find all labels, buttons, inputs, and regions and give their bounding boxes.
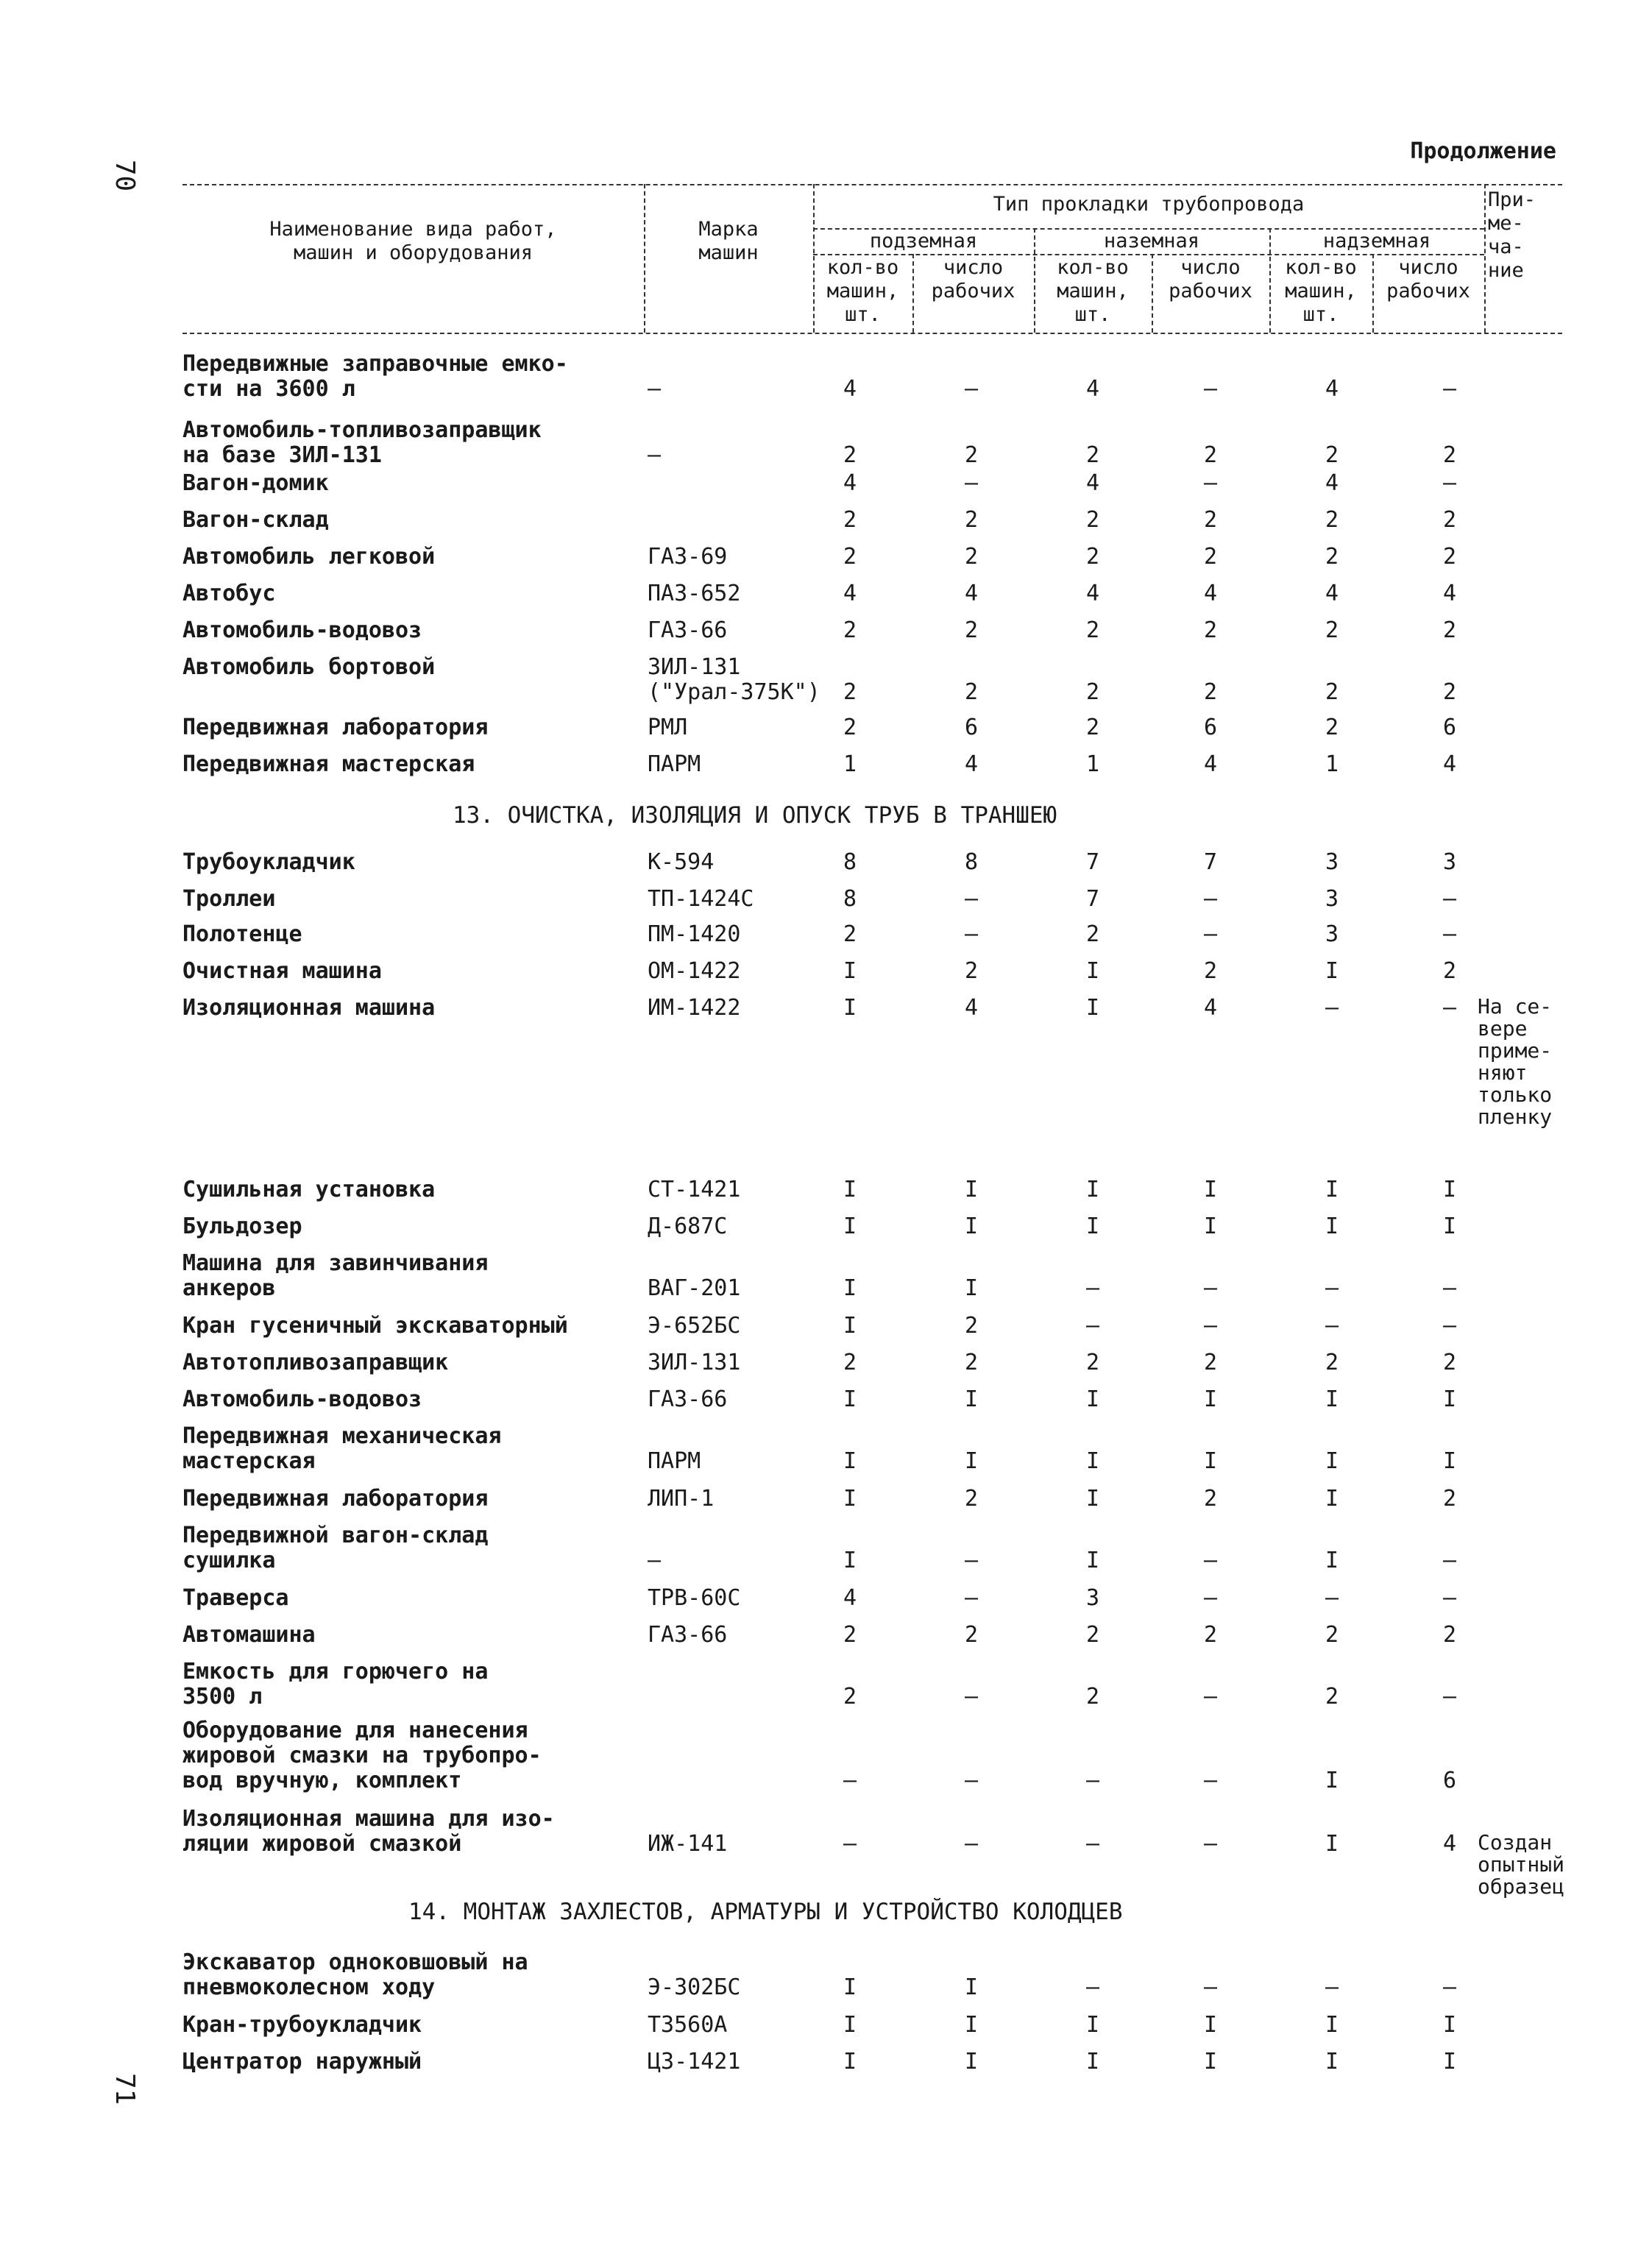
row-value: 2 <box>1085 507 1100 533</box>
row-value: – <box>1442 1313 1457 1339</box>
row-value: 4 <box>1325 376 1339 402</box>
row-value: I <box>1085 2049 1100 2075</box>
row-value: 6 <box>1442 715 1457 740</box>
row-value: 4 <box>1085 581 1100 606</box>
row-value: 3 <box>1325 886 1339 912</box>
row-value: – <box>964 1684 979 1710</box>
group-above: надземная <box>1322 230 1431 252</box>
row-brand: Т3560А <box>648 2012 728 2038</box>
row-brand: ПМ-1420 <box>648 921 741 947</box>
row-value: – <box>1085 1275 1100 1301</box>
row-brand: ГАЗ-66 <box>648 617 728 643</box>
row-value: – <box>1325 995 1339 1021</box>
row-value: 2 <box>843 1350 857 1375</box>
row-value: 2 <box>1442 958 1457 984</box>
row-name: Очистная машина <box>182 958 382 984</box>
row-value: 2 <box>1325 507 1339 533</box>
row-value: 2 <box>1442 507 1457 533</box>
row-name: Передвижной вагон-склад сушилка <box>182 1523 489 1573</box>
row-value: I <box>1085 2012 1100 2038</box>
row-value: 2 <box>1442 617 1457 643</box>
row-value: – <box>1325 1585 1339 1611</box>
row-value: 2 <box>964 1486 979 1512</box>
row-value: 3 <box>1085 1585 1100 1611</box>
row-value: – <box>843 1831 857 1857</box>
row-name: Изоляционная машина для изо- ляции жировой смазкой <box>182 1806 555 1857</box>
row-value: 4 <box>1203 581 1218 606</box>
row-brand: – <box>648 442 662 468</box>
row-brand: ВАГ-201 <box>648 1275 741 1301</box>
row-value: 2 <box>964 1622 979 1648</box>
row-value: I <box>1325 1386 1339 1412</box>
row-value: I <box>964 2049 979 2075</box>
row-name: Машина для завинчивания анкеров <box>182 1250 489 1301</box>
row-value: – <box>964 1548 979 1573</box>
row-value: I <box>1442 2049 1457 2075</box>
row-name: Троллеи <box>182 886 276 912</box>
row-brand: ПАРМ <box>648 751 701 777</box>
row-value: 2 <box>1085 1684 1100 1710</box>
row-value: 4 <box>843 581 857 606</box>
row-value: I <box>964 1974 979 2000</box>
row-value: 2 <box>1325 1350 1339 1375</box>
section-title-13: 13. ОЧИСТКА, ИЗОЛЯЦИЯ И ОПУСК ТРУБ В ТРАНШЕЮ <box>453 802 1057 829</box>
row-value: – <box>1203 921 1218 947</box>
row-value: – <box>1442 921 1457 947</box>
page-number-top: 70 <box>110 159 141 192</box>
row-value: I <box>964 1177 979 1202</box>
row-value: 2 <box>1203 958 1218 984</box>
row-brand: ТРВ-60С <box>648 1585 741 1611</box>
row-value: 7 <box>1085 849 1100 875</box>
row-value: 3 <box>1442 849 1457 875</box>
row-value: 8 <box>843 849 857 875</box>
row-value: – <box>1442 1548 1457 1573</box>
header-name: Наименование вида работ, машин и оборудования <box>269 218 557 264</box>
row-value: I <box>964 1386 979 1412</box>
row-value: 2 <box>964 1350 979 1375</box>
row-value: I <box>1325 2049 1339 2075</box>
row-value: I <box>1325 1768 1339 1793</box>
row-value: I <box>964 1275 979 1301</box>
row-value: I <box>1085 1548 1100 1573</box>
row-value: I <box>1085 1177 1100 1202</box>
sub-workers-2: число рабочих <box>1169 256 1252 302</box>
row-name: Автобус <box>182 581 276 606</box>
row-name: Автомобиль легковой <box>182 544 436 570</box>
row-value: – <box>964 886 979 912</box>
row-value: 2 <box>843 507 857 533</box>
row-value: 2 <box>964 442 979 468</box>
row-value: 4 <box>1203 995 1218 1021</box>
row-value: 7 <box>1203 849 1218 875</box>
row-value: 3 <box>1325 921 1339 947</box>
header-type: Тип прокладки трубопровода <box>993 193 1305 216</box>
row-value: 3 <box>1325 849 1339 875</box>
row-value: – <box>1442 376 1457 402</box>
row-name: Центратор наружный <box>182 2049 422 2075</box>
row-brand: ЦЗ-1421 <box>648 2049 741 2075</box>
row-value: I <box>843 1386 857 1412</box>
row-name: Сушильная установка <box>182 1177 436 1202</box>
row-value: I <box>843 2049 857 2075</box>
row-value: 2 <box>1203 1486 1218 1512</box>
row-value: I <box>1203 1214 1218 1239</box>
row-value: I <box>1442 1448 1457 1474</box>
row-value: 2 <box>1085 544 1100 570</box>
page-number-bottom: 71 <box>110 2072 141 2105</box>
row-value: I <box>1325 1548 1339 1573</box>
row-value: – <box>1442 1275 1457 1301</box>
row-value: 4 <box>1325 581 1339 606</box>
row-value: – <box>1085 1974 1100 2000</box>
row-value: 2 <box>1203 1350 1218 1375</box>
row-brand: ПАЗ-652 <box>648 581 741 606</box>
row-value: – <box>964 470 979 496</box>
row-value: 8 <box>964 849 979 875</box>
row-value: I <box>1203 1386 1218 1412</box>
row-value: – <box>1203 1684 1218 1710</box>
row-brand: ГАЗ-66 <box>648 1622 728 1648</box>
sub-workers-3: число рабочих <box>1386 256 1470 302</box>
row-brand: ЗИЛ-131 <box>648 1350 741 1375</box>
row-value: 2 <box>964 617 979 643</box>
row-value: 2 <box>1442 1486 1457 1512</box>
row-value: 4 <box>843 1585 857 1611</box>
row-name: Экскаватор одноковшовый на пневмоколесном ходу <box>182 1949 528 2000</box>
row-value: I <box>1085 1486 1100 1512</box>
row-value: 2 <box>843 715 857 740</box>
row-value: – <box>1203 886 1218 912</box>
row-value: I <box>1442 1214 1457 1239</box>
row-value: 2 <box>843 617 857 643</box>
row-name: Автомобиль-водовоз <box>182 617 422 643</box>
row-value: 4 <box>1442 751 1457 777</box>
group-ground: наземная <box>1103 230 1200 252</box>
row-value: I <box>1325 2012 1339 2038</box>
row-value: I <box>843 1275 857 1301</box>
row-value: – <box>843 1768 857 1793</box>
row-value: I <box>964 2012 979 2038</box>
row-name: Автомашина <box>182 1622 316 1648</box>
group-underground: подземная <box>869 230 978 252</box>
row-value: – <box>964 1585 979 1611</box>
row-name: Полотенце <box>182 921 302 947</box>
row-name: Передвижная мастерская <box>182 751 475 777</box>
row-value: I <box>1442 2012 1457 2038</box>
row-value: – <box>1442 995 1457 1021</box>
row-value: I <box>843 958 857 984</box>
row-value: – <box>1442 470 1457 496</box>
row-value: 2 <box>1442 1622 1457 1648</box>
row-value: – <box>1085 1313 1100 1339</box>
row-value: 6 <box>1203 715 1218 740</box>
row-value: 2 <box>1325 679 1339 705</box>
row-brand: – <box>648 1548 662 1573</box>
row-brand: ГАЗ-69 <box>648 544 728 570</box>
row-value: 2 <box>964 544 979 570</box>
sub-count-2: кол-во машин, шт. <box>1057 256 1129 326</box>
row-brand: СТ-1421 <box>648 1177 741 1202</box>
row-name: Передвижные заправочные емко- сти на 3600 л <box>182 351 568 402</box>
row-value: 2 <box>1442 544 1457 570</box>
row-value: 8 <box>843 886 857 912</box>
row-value: I <box>843 1177 857 1202</box>
row-value: 2 <box>1325 442 1339 468</box>
row-name: Передвижная лаборатория <box>182 1486 489 1512</box>
row-value: I <box>843 1486 857 1512</box>
row-value: I <box>1325 1448 1339 1474</box>
row-value: 2 <box>843 679 857 705</box>
row-value: 2 <box>1442 1350 1457 1375</box>
row-value: 4 <box>1203 751 1218 777</box>
row-value: – <box>964 1831 979 1857</box>
row-value: I <box>1203 2012 1218 2038</box>
row-value: 2 <box>1085 1350 1100 1375</box>
row-value: 2 <box>1203 442 1218 468</box>
row-value: 4 <box>1442 1831 1457 1857</box>
row-value: 2 <box>1203 544 1218 570</box>
row-name: Трубоукладчик <box>182 849 355 875</box>
row-value: 2 <box>1203 507 1218 533</box>
row-brand: ЗИЛ-131 ("Урал-375К") <box>648 654 820 705</box>
row-value: 2 <box>843 1622 857 1648</box>
row-value: 2 <box>1085 1622 1100 1648</box>
row-value: I <box>1203 1448 1218 1474</box>
row-value: I <box>1085 995 1100 1021</box>
row-brand: РМЛ <box>648 715 688 740</box>
row-value: 4 <box>964 751 979 777</box>
row-value: 1 <box>843 751 857 777</box>
row-value: – <box>964 376 979 402</box>
row-value: – <box>1203 1768 1218 1793</box>
row-value: 2 <box>1442 442 1457 468</box>
section-title-14: 14. МОНТАЖ ЗАХЛЕСТОВ, АРМАТУРЫ И УСТРОЙСТВО КОЛОДЦЕВ <box>408 1899 1123 1925</box>
row-value: – <box>1203 1313 1218 1339</box>
row-value: – <box>964 1768 979 1793</box>
row-value: 4 <box>843 470 857 496</box>
row-value: I <box>1442 1177 1457 1202</box>
row-value: – <box>1203 1974 1218 2000</box>
continuation-label: Продолжение <box>1410 138 1556 164</box>
row-note: На се- вере приме- няют только пленку <box>1478 994 1553 1129</box>
row-name: Бульдозер <box>182 1214 302 1239</box>
row-value: 6 <box>964 715 979 740</box>
row-value: 1 <box>1325 751 1339 777</box>
row-value: – <box>1325 1313 1339 1339</box>
row-value: 2 <box>843 442 857 468</box>
row-value: 2 <box>843 1684 857 1710</box>
row-value: 2 <box>1085 921 1100 947</box>
row-value: – <box>1442 886 1457 912</box>
row-name: Вагон-домик <box>182 470 329 496</box>
row-brand: ИМ-1422 <box>648 995 741 1021</box>
row-brand: К-594 <box>648 849 715 875</box>
row-value: 2 <box>843 544 857 570</box>
row-brand: ИЖ-141 <box>648 1831 728 1857</box>
row-value: I <box>1325 1214 1339 1239</box>
row-value: – <box>1442 1684 1457 1710</box>
row-name: Емкость для горючего на 3500 л <box>182 1659 489 1710</box>
row-name: Вагон-склад <box>182 507 329 533</box>
row-value: I <box>843 1313 857 1339</box>
row-name: Кран-трубоукладчик <box>182 2012 422 2038</box>
row-brand: – <box>648 376 662 402</box>
row-value: I <box>964 1214 979 1239</box>
row-value: 7 <box>1085 886 1100 912</box>
row-value: I <box>843 995 857 1021</box>
row-name: Автомобиль бортовой <box>182 654 436 680</box>
row-value: – <box>1442 1974 1457 2000</box>
header-note: При- ме- ча- ние <box>1488 188 1536 282</box>
row-value: I <box>1325 958 1339 984</box>
row-value: I <box>964 1448 979 1474</box>
row-name: Автомобиль-водовоз <box>182 1386 422 1412</box>
row-value: I <box>1085 1448 1100 1474</box>
row-value: 2 <box>1203 679 1218 705</box>
row-value: 6 <box>1442 1768 1457 1793</box>
row-name: Автотопливозаправщик <box>182 1350 449 1375</box>
row-name: Передвижная лаборатория <box>182 715 489 740</box>
row-value: 4 <box>1085 376 1100 402</box>
row-value: – <box>964 921 979 947</box>
row-brand: Э-302БС <box>648 1974 741 2000</box>
row-brand: ЛИП-1 <box>648 1486 715 1512</box>
row-value: I <box>1085 1214 1100 1239</box>
row-brand: Д-687С <box>648 1214 728 1239</box>
row-brand: ОМ-1422 <box>648 958 741 984</box>
row-value: 2 <box>1085 679 1100 705</box>
row-name: Автомобиль-топливозаправщик на базе ЗИЛ-131 <box>182 417 542 468</box>
row-value: 2 <box>964 679 979 705</box>
row-value: 2 <box>1325 1622 1339 1648</box>
row-value: 2 <box>1325 544 1339 570</box>
row-value: 2 <box>1085 442 1100 468</box>
row-value: – <box>1203 470 1218 496</box>
row-value: 2 <box>1203 1622 1218 1648</box>
row-value: 2 <box>1203 617 1218 643</box>
sub-count-3: кол-во машин, шт. <box>1285 256 1357 326</box>
row-value: I <box>1325 1831 1339 1857</box>
row-value: 2 <box>964 958 979 984</box>
row-name: Кран гусеничный экскаваторный <box>182 1313 568 1339</box>
sub-workers-1: число рабочих <box>931 256 1015 302</box>
sub-count-1: кол-во машин, шт. <box>826 256 899 326</box>
row-value: 2 <box>964 507 979 533</box>
row-value: I <box>1203 2049 1218 2075</box>
row-name: Изоляционная машина <box>182 995 436 1021</box>
row-value: I <box>843 1974 857 2000</box>
row-value: I <box>843 1548 857 1573</box>
row-value: – <box>1203 1831 1218 1857</box>
row-value: 2 <box>1085 715 1100 740</box>
row-value: I <box>1085 958 1100 984</box>
row-value: 4 <box>964 995 979 1021</box>
row-value: – <box>1085 1768 1100 1793</box>
row-value: 4 <box>843 376 857 402</box>
row-value: I <box>1442 1386 1457 1412</box>
row-value: I <box>843 2012 857 2038</box>
row-brand: Э-652БС <box>648 1313 741 1339</box>
row-value: 2 <box>1085 617 1100 643</box>
row-name: Траверса <box>182 1585 289 1611</box>
row-value: I <box>843 1214 857 1239</box>
row-value: 2 <box>1325 715 1339 740</box>
row-value: I <box>1325 1486 1339 1512</box>
row-value: I <box>1085 1386 1100 1412</box>
row-value: – <box>1203 1275 1218 1301</box>
row-value: 2 <box>843 921 857 947</box>
row-brand: ПАРМ <box>648 1448 701 1474</box>
row-value: I <box>1325 1177 1339 1202</box>
row-value: 4 <box>964 581 979 606</box>
row-value: I <box>843 1448 857 1474</box>
row-value: – <box>1442 1585 1457 1611</box>
row-name: Передвижная механическая мастерская <box>182 1423 502 1474</box>
row-note: Создан опытный образец <box>1478 1830 1565 1899</box>
row-value: 2 <box>1442 679 1457 705</box>
row-value: 2 <box>1325 1684 1339 1710</box>
header-brand: Марка машин <box>698 218 759 264</box>
row-value: – <box>1203 376 1218 402</box>
row-value: I <box>1203 1177 1218 1202</box>
row-value: 2 <box>964 1313 979 1339</box>
row-value: – <box>1203 1548 1218 1573</box>
row-value: 4 <box>1442 581 1457 606</box>
row-value: 2 <box>1325 617 1339 643</box>
row-value: 1 <box>1085 751 1100 777</box>
row-value: – <box>1203 1585 1218 1611</box>
row-value: 4 <box>1085 470 1100 496</box>
row-brand: ГАЗ-66 <box>648 1386 728 1412</box>
row-brand: ТП-1424С <box>648 886 754 912</box>
row-value: – <box>1325 1275 1339 1301</box>
row-value: 4 <box>1325 470 1339 496</box>
row-value: – <box>1325 1974 1339 2000</box>
row-value: – <box>1085 1831 1100 1857</box>
row-name: Оборудование для нанесения жировой смазки на трубопро- вод вручную, комплект <box>182 1718 542 1793</box>
